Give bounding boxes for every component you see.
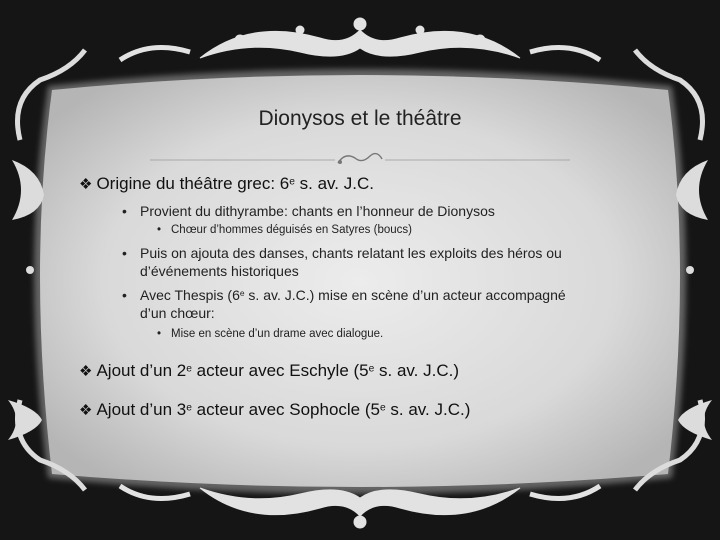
bullet-dot-icon: • <box>157 224 162 236</box>
four-diamond-bullet-icon: ❖ <box>79 176 93 193</box>
bullet-text: Avec Thespis (6 <box>140 287 240 303</box>
bullet-dot-icon: • <box>122 245 127 261</box>
bullet-sophocle <box>79 400 470 420</box>
bullet-text: s. av. J.C.) <box>385 400 471 419</box>
bullet-dot-icon: • <box>157 328 162 340</box>
bullet-dot-icon: • <box>122 287 127 303</box>
bullet-text: Ajout d’un 2 <box>96 361 187 380</box>
superscript: e <box>368 363 375 375</box>
bullet-thespis-continuation: d’un chœur: <box>140 305 215 321</box>
bullet-text: Origine du théâtre grec: 6 <box>96 174 290 193</box>
bullet-text: s. av. J.C. <box>294 174 374 193</box>
four-diamond-bullet-icon: ❖ <box>79 402 93 419</box>
bullet-dot-icon: • <box>122 203 127 219</box>
bullet-drame <box>157 328 383 340</box>
bullet-text: Provient du dithyrambe: chants en l’honneur de Dionysos <box>140 203 495 219</box>
bullet-origine <box>79 174 374 194</box>
bullet-text: acteur avec Sophocle (5 <box>191 400 380 419</box>
bullet-text: acteur avec Eschyle (5 <box>191 361 369 380</box>
superscript: e <box>186 402 192 414</box>
superscript: e <box>239 288 245 299</box>
bullet-text: s. av. J.C.) <box>374 361 459 380</box>
bullet-dithyrambe <box>122 203 495 219</box>
bullet-text: Ajout d’un 3 <box>96 400 187 419</box>
superscript: e <box>289 176 295 188</box>
bullet-text: Mise en scène d’un drame avec dialogue. <box>171 328 384 340</box>
bullet-danses-continuation: d’événements historiques <box>140 263 299 279</box>
slide-title: Dionysos et le théâtre <box>258 107 462 130</box>
bullet-eschyle <box>79 361 459 381</box>
bullet-choeur-satyres <box>157 224 412 236</box>
superscript: e <box>379 402 386 414</box>
four-diamond-bullet-icon: ❖ <box>79 363 93 380</box>
bullet-text: s. av. J.C.) mise en scène d’un acteur accompagné <box>244 287 566 303</box>
bullet-text: Chœur d’hommes déguisés en Satyres (boucs) <box>171 224 412 236</box>
superscript: e <box>186 363 192 375</box>
bullet-danses <box>122 245 562 261</box>
bullet-text: Puis on ajouta des danses, chants relatant les exploits des héros ou <box>140 245 562 261</box>
bullet-thespis <box>122 287 566 303</box>
